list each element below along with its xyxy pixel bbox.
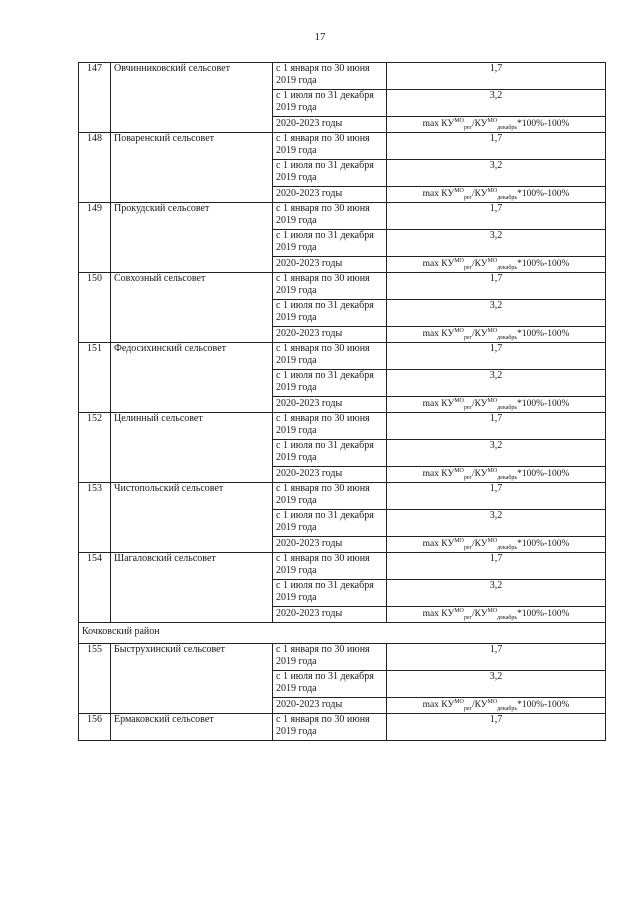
table-row [79, 63, 606, 90]
row-number: 149 [79, 203, 111, 273]
period-cell: 2020-2023 годы [273, 467, 387, 483]
value-cell: 3,2 [387, 160, 606, 187]
formula-subscript: рег [463, 474, 472, 481]
settlement-name: Чистопольский сельсовет [111, 483, 273, 553]
formula-divider: /КУ [471, 469, 488, 479]
table-row [79, 553, 606, 580]
value-cell: 1,7 [387, 63, 606, 90]
value-cell: 1,7 [387, 343, 606, 370]
formula-superscript: МО [487, 698, 498, 705]
formula-subscript: рег [463, 334, 472, 341]
row-number: 153 [79, 483, 111, 553]
formula-prefix: max КУ [422, 539, 455, 549]
table-body [79, 63, 606, 741]
row-number: 154 [79, 553, 111, 623]
formula-superscript: МО [487, 117, 498, 124]
value-cell: 3,2 [387, 300, 606, 327]
formula-superscript: МО [454, 698, 464, 705]
period-cell: с 1 января по 30 июня 2019 года [273, 553, 387, 580]
formula-cell [387, 397, 606, 413]
value-cell: 3,2 [387, 230, 606, 257]
formula-subscript: декабрь [497, 705, 518, 712]
period-cell: 2020-2023 годы [273, 327, 387, 343]
formula-subscript: рег [463, 705, 472, 712]
period-cell: с 1 января по 30 июня 2019 года [273, 413, 387, 440]
formula-subscript: декабрь [497, 334, 518, 341]
formula-superscript: МО [487, 397, 498, 404]
value-cell: 3,2 [387, 671, 606, 698]
district-row [79, 623, 606, 644]
row-number: 156 [79, 714, 111, 741]
formula-divider: /КУ [471, 539, 488, 549]
period-cell: с 1 июля по 31 декабря 2019 года [273, 230, 387, 257]
formula-subscript: рег [463, 194, 472, 201]
period-cell: с 1 января по 30 июня 2019 года [273, 273, 387, 300]
table-row [79, 483, 606, 510]
formula-cell [387, 607, 606, 623]
period-cell: 2020-2023 годы [273, 187, 387, 203]
formula-subscript: рег [463, 124, 472, 131]
page-number: 17 [314, 31, 326, 43]
formula-divider: /КУ [471, 609, 488, 619]
value-cell: 3,2 [387, 440, 606, 467]
formula-suffix: *100%-100% [517, 469, 570, 479]
period-cell: 2020-2023 годы [273, 607, 387, 623]
row-number: 151 [79, 343, 111, 413]
period-cell: с 1 января по 30 июня 2019 года [273, 644, 387, 671]
formula-superscript: МО [454, 327, 464, 334]
formula-superscript: МО [487, 607, 498, 614]
value-cell: 3,2 [387, 90, 606, 117]
formula-suffix: *100%-100% [517, 539, 570, 549]
row-number: 148 [79, 133, 111, 203]
settlement-name: Шагаловский сельсовет [111, 553, 273, 623]
formula-superscript: МО [487, 537, 498, 544]
formula-superscript: МО [454, 257, 464, 264]
formula-cell [387, 187, 606, 203]
period-cell: с 1 июля по 31 декабря 2019 года [273, 671, 387, 698]
formula-superscript: МО [454, 397, 464, 404]
formula-subscript: рег [463, 614, 472, 621]
tariff-table [78, 62, 606, 741]
formula-superscript: МО [454, 117, 464, 124]
formula-suffix: *100%-100% [517, 329, 570, 339]
period-cell: с 1 июля по 31 декабря 2019 года [273, 440, 387, 467]
table-row [79, 714, 606, 741]
formula-subscript: рег [463, 544, 472, 551]
value-cell: 3,2 [387, 580, 606, 607]
settlement-name: Прокудский сельсовет [111, 203, 273, 273]
row-number: 152 [79, 413, 111, 483]
formula-suffix: *100%-100% [517, 399, 570, 409]
row-number: 150 [79, 273, 111, 343]
formula-divider: /КУ [471, 700, 488, 710]
formula-subscript: декабрь [497, 264, 518, 271]
value-cell: 3,2 [387, 370, 606, 397]
formula-divider: /КУ [471, 119, 488, 129]
value-cell: 1,7 [387, 203, 606, 230]
formula-divider: /КУ [471, 399, 488, 409]
period-cell: с 1 января по 30 июня 2019 года [273, 343, 387, 370]
formula-subscript: декабрь [497, 614, 518, 621]
period-cell: 2020-2023 годы [273, 537, 387, 553]
formula-divider: /КУ [471, 329, 488, 339]
settlement-name: Совхозный сельсовет [111, 273, 273, 343]
settlement-name: Овчинниковский сельсовет [111, 63, 273, 133]
period-cell: с 1 июля по 31 декабря 2019 года [273, 510, 387, 537]
table-row [79, 203, 606, 230]
period-cell: с 1 января по 30 июня 2019 года [273, 203, 387, 230]
formula-divider: /КУ [471, 189, 488, 199]
formula-prefix: max КУ [422, 609, 455, 619]
value-cell: 1,7 [387, 644, 606, 671]
formula-cell [387, 257, 606, 273]
formula-superscript: МО [454, 537, 464, 544]
table-row [79, 343, 606, 370]
value-cell: 1,7 [387, 273, 606, 300]
value-cell: 1,7 [387, 133, 606, 160]
formula-subscript: рег [463, 404, 472, 411]
period-cell: 2020-2023 годы [273, 117, 387, 133]
formula-suffix: *100%-100% [517, 700, 570, 710]
formula-superscript: МО [487, 327, 498, 334]
table-row [79, 133, 606, 160]
formula-suffix: *100%-100% [517, 119, 570, 129]
formula-subscript: декабрь [497, 404, 518, 411]
period-cell: с 1 июля по 31 декабря 2019 года [273, 160, 387, 187]
value-cell: 1,7 [387, 483, 606, 510]
settlement-name: Целинный сельсовет [111, 413, 273, 483]
formula-cell [387, 537, 606, 553]
district-name: Кочковский район [79, 623, 606, 644]
formula-cell [387, 327, 606, 343]
value-cell: 1,7 [387, 413, 606, 440]
period-cell: с 1 июля по 31 декабря 2019 года [273, 580, 387, 607]
formula-suffix: *100%-100% [517, 609, 570, 619]
period-cell: с 1 июля по 31 декабря 2019 года [273, 370, 387, 397]
settlement-name: Федосихинский сельсовет [111, 343, 273, 413]
formula-superscript: МО [454, 607, 464, 614]
period-cell: с 1 января по 30 июня 2019 года [273, 63, 387, 90]
formula-superscript: МО [487, 187, 498, 194]
period-cell: с 1 января по 30 июня 2019 года [273, 133, 387, 160]
formula-prefix: max КУ [422, 189, 455, 199]
period-cell: с 1 января по 30 июня 2019 года [273, 714, 387, 741]
formula-prefix: max КУ [422, 700, 455, 710]
formula-cell [387, 467, 606, 483]
period-cell: 2020-2023 годы [273, 257, 387, 273]
formula-suffix: *100%-100% [517, 189, 570, 199]
table-row [79, 273, 606, 300]
formula-superscript: МО [487, 467, 498, 474]
period-cell: с 1 июля по 31 декабря 2019 года [273, 300, 387, 327]
formula-prefix: max КУ [422, 329, 455, 339]
formula-prefix: max КУ [422, 119, 455, 129]
value-cell: 1,7 [387, 553, 606, 580]
formula-subscript: декабрь [497, 544, 518, 551]
formula-superscript: МО [454, 187, 464, 194]
period-cell: с 1 января по 30 июня 2019 года [273, 483, 387, 510]
formula-subscript: декабрь [497, 124, 518, 131]
table-row [79, 413, 606, 440]
table-row [79, 644, 606, 671]
formula-suffix: *100%-100% [517, 259, 570, 269]
formula-superscript: МО [487, 257, 498, 264]
formula-subscript: рег [463, 264, 472, 271]
row-number: 155 [79, 644, 111, 714]
row-number: 147 [79, 63, 111, 133]
formula-subscript: декабрь [497, 474, 518, 481]
formula-subscript: декабрь [497, 194, 518, 201]
formula-cell [387, 698, 606, 714]
formula-cell [387, 117, 606, 133]
period-cell: с 1 июля по 31 декабря 2019 года [273, 90, 387, 117]
formula-divider: /КУ [471, 259, 488, 269]
settlement-name: Ермаковский сельсовет [111, 714, 273, 741]
formula-prefix: max КУ [422, 399, 455, 409]
formula-prefix: max КУ [422, 469, 455, 479]
period-cell: 2020-2023 годы [273, 698, 387, 714]
formula-superscript: МО [454, 467, 464, 474]
period-cell: 2020-2023 годы [273, 397, 387, 413]
settlement-name: Быструхинский сельсовет [111, 644, 273, 714]
settlement-name: Поваренский сельсовет [111, 133, 273, 203]
formula-prefix: max КУ [422, 259, 455, 269]
value-cell: 3,2 [387, 510, 606, 537]
value-cell: 1,7 [387, 714, 606, 741]
